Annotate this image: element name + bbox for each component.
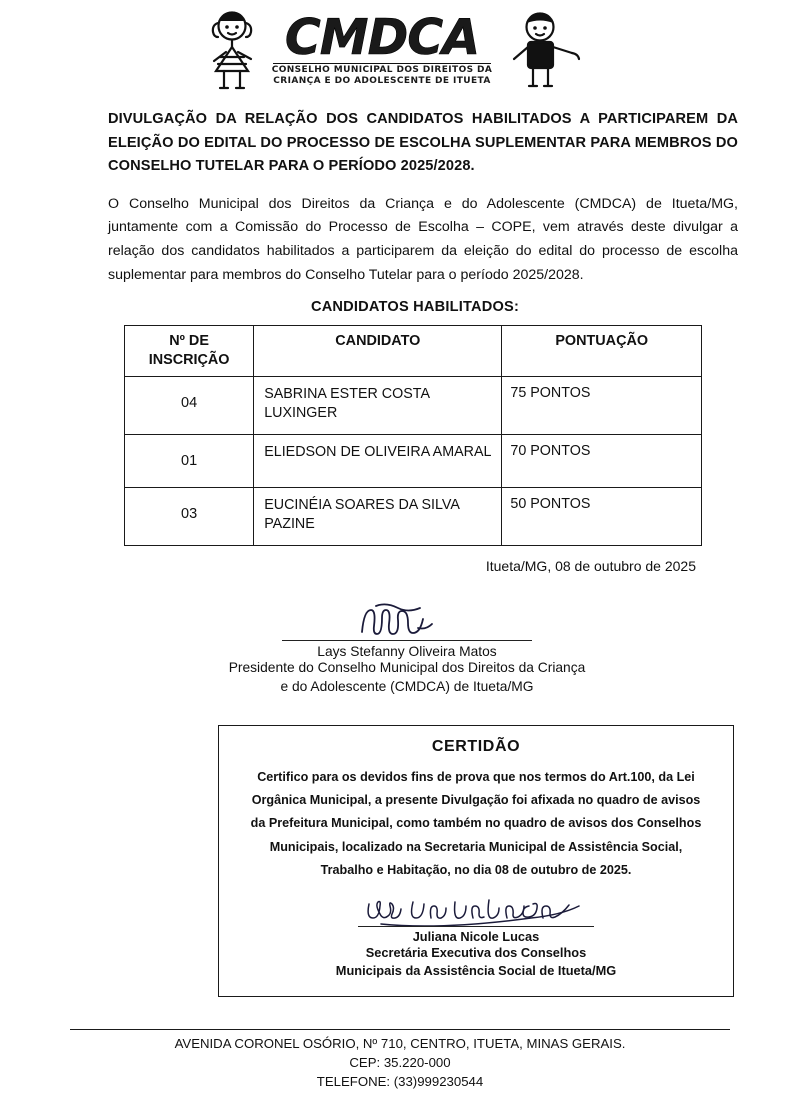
certidao-signature-role-line1: Secretária Executiva dos Conselhos — [365, 945, 587, 961]
boy-figure-icon — [496, 9, 588, 93]
signature-role-line1: Presidente do Conselho Municipal dos Direitos da Criança — [228, 660, 586, 676]
footer-address: AVENIDA CORONEL OSÓRIO, Nº 710, CENTRO, ITUETA, MINAS GERAIS. — [174, 1035, 626, 1051]
cell-inscription: 03 — [125, 488, 254, 546]
column-header-candidate: CANDIDATO — [254, 326, 502, 377]
certidao-text: Certifico para os devidos fins de prova que nos termos do Art.100, da Lei Orgânica Municipal, a presente Divulgação foi afixada no quadro de avisos da Prefeitura Municipal, como também no quadro de avisos dos Conselhos Municipais, localizado na Secretaria Municipal de Assistência Social, Trabalho e Habitação, no dia 08 de outubro de 2025. — [250, 769, 702, 877]
certidao-signature-role-line2: Municipais da Assistência Social de Itueta/MG — [335, 963, 617, 978]
cell-score: 50 PONTOS — [502, 488, 702, 546]
footer-phone: TELEFONE: (33)999230544 — [316, 1073, 484, 1089]
cmdca-logo — [196, 9, 589, 93]
column-header-inscription-line1: Nº DE — [169, 333, 209, 350]
logo-acronym: CMDCA — [284, 9, 480, 66]
signature-block-president — [58, 600, 742, 696]
cell-candidate: EUCINÉIA SOARES DA SILVA PAZINE — [254, 488, 502, 546]
body-paragraph: O Conselho Municipal dos Direitos da Criança e do Adolescente (CMDCA) de Itueta/MG, juntamente com a Comissão do Processo de Escolha – COPE, vem através deste divulgar a relação dos candidatos habilitados a participarem da eleição do edital do processo de escolha suplementar para membros do Conselho Tutelar para o período 2025/2028. — [108, 195, 738, 283]
logo-subtitle-line1: CONSELHO MUNICIPAL DOS DIREITOS DA — [271, 65, 493, 75]
certidao-signature-name: Juliana Nicole Lucas — [412, 929, 540, 945]
handwritten-signature-icon-secretary — [245, 896, 707, 926]
certidao-signature-line — [358, 926, 594, 927]
signature-line — [282, 640, 532, 641]
document-header — [58, 0, 742, 96]
logo-divider — [273, 63, 491, 64]
cell-inscription: 04 — [125, 377, 254, 435]
table-row — [125, 488, 702, 546]
column-header-inscription — [125, 326, 254, 377]
footer-cep: CEP: 35.220-000 — [349, 1054, 451, 1070]
section-heading: CANDIDATOS HABILITADOS: — [310, 299, 520, 316]
column-header-inscription-line2: INSCRIÇÃO — [148, 351, 230, 368]
logo-subtitle-line2: CRIANÇA E DO ADOLESCENTE DE ITUETA — [273, 76, 491, 87]
cell-inscription: 01 — [125, 435, 254, 488]
certidao-title: CERTIDÃO — [431, 737, 521, 755]
girl-figure-icon — [196, 9, 268, 93]
candidates-table — [124, 325, 702, 546]
table-row — [125, 377, 702, 435]
candidates-table-wrapper — [58, 325, 742, 546]
signature-role-line2: e do Adolescente (CMDCA) de Itueta/MG — [280, 678, 534, 694]
table-header-row — [125, 326, 702, 377]
page-title: DIVULGAÇÃO DA RELAÇÃO DOS CANDIDATOS HABILITADOS A PARTICIPAREM DA ELEIÇÃO DO EDITAL DO PROCESSO DE ESCOLHA SUPLEMENTAR PARA MEMBROS DO CONSELHO TUTELAR PARA O PERÍODO 2025/2028. — [108, 111, 738, 175]
certidao-box — [218, 725, 734, 997]
document-footer — [0, 1029, 800, 1091]
cell-candidate: SABRINA ESTER COSTA LUXINGER — [254, 377, 502, 435]
table-row — [125, 435, 702, 488]
cell-score: 75 PONTOS — [502, 377, 702, 435]
cell-candidate: ELIEDSON DE OLIVEIRA AMARAL — [254, 435, 502, 488]
column-header-score: PONTUAÇÃO — [502, 326, 702, 377]
date-line: Itueta/MG, 08 de outubro de 2025 — [485, 558, 696, 575]
signature-name: Lays Stefanny Oliveira Matos — [317, 644, 497, 660]
logo-text-block — [271, 9, 493, 88]
footer-divider — [70, 1029, 730, 1030]
cell-score: 70 PONTOS — [502, 435, 702, 488]
handwritten-signature-icon — [72, 600, 742, 638]
